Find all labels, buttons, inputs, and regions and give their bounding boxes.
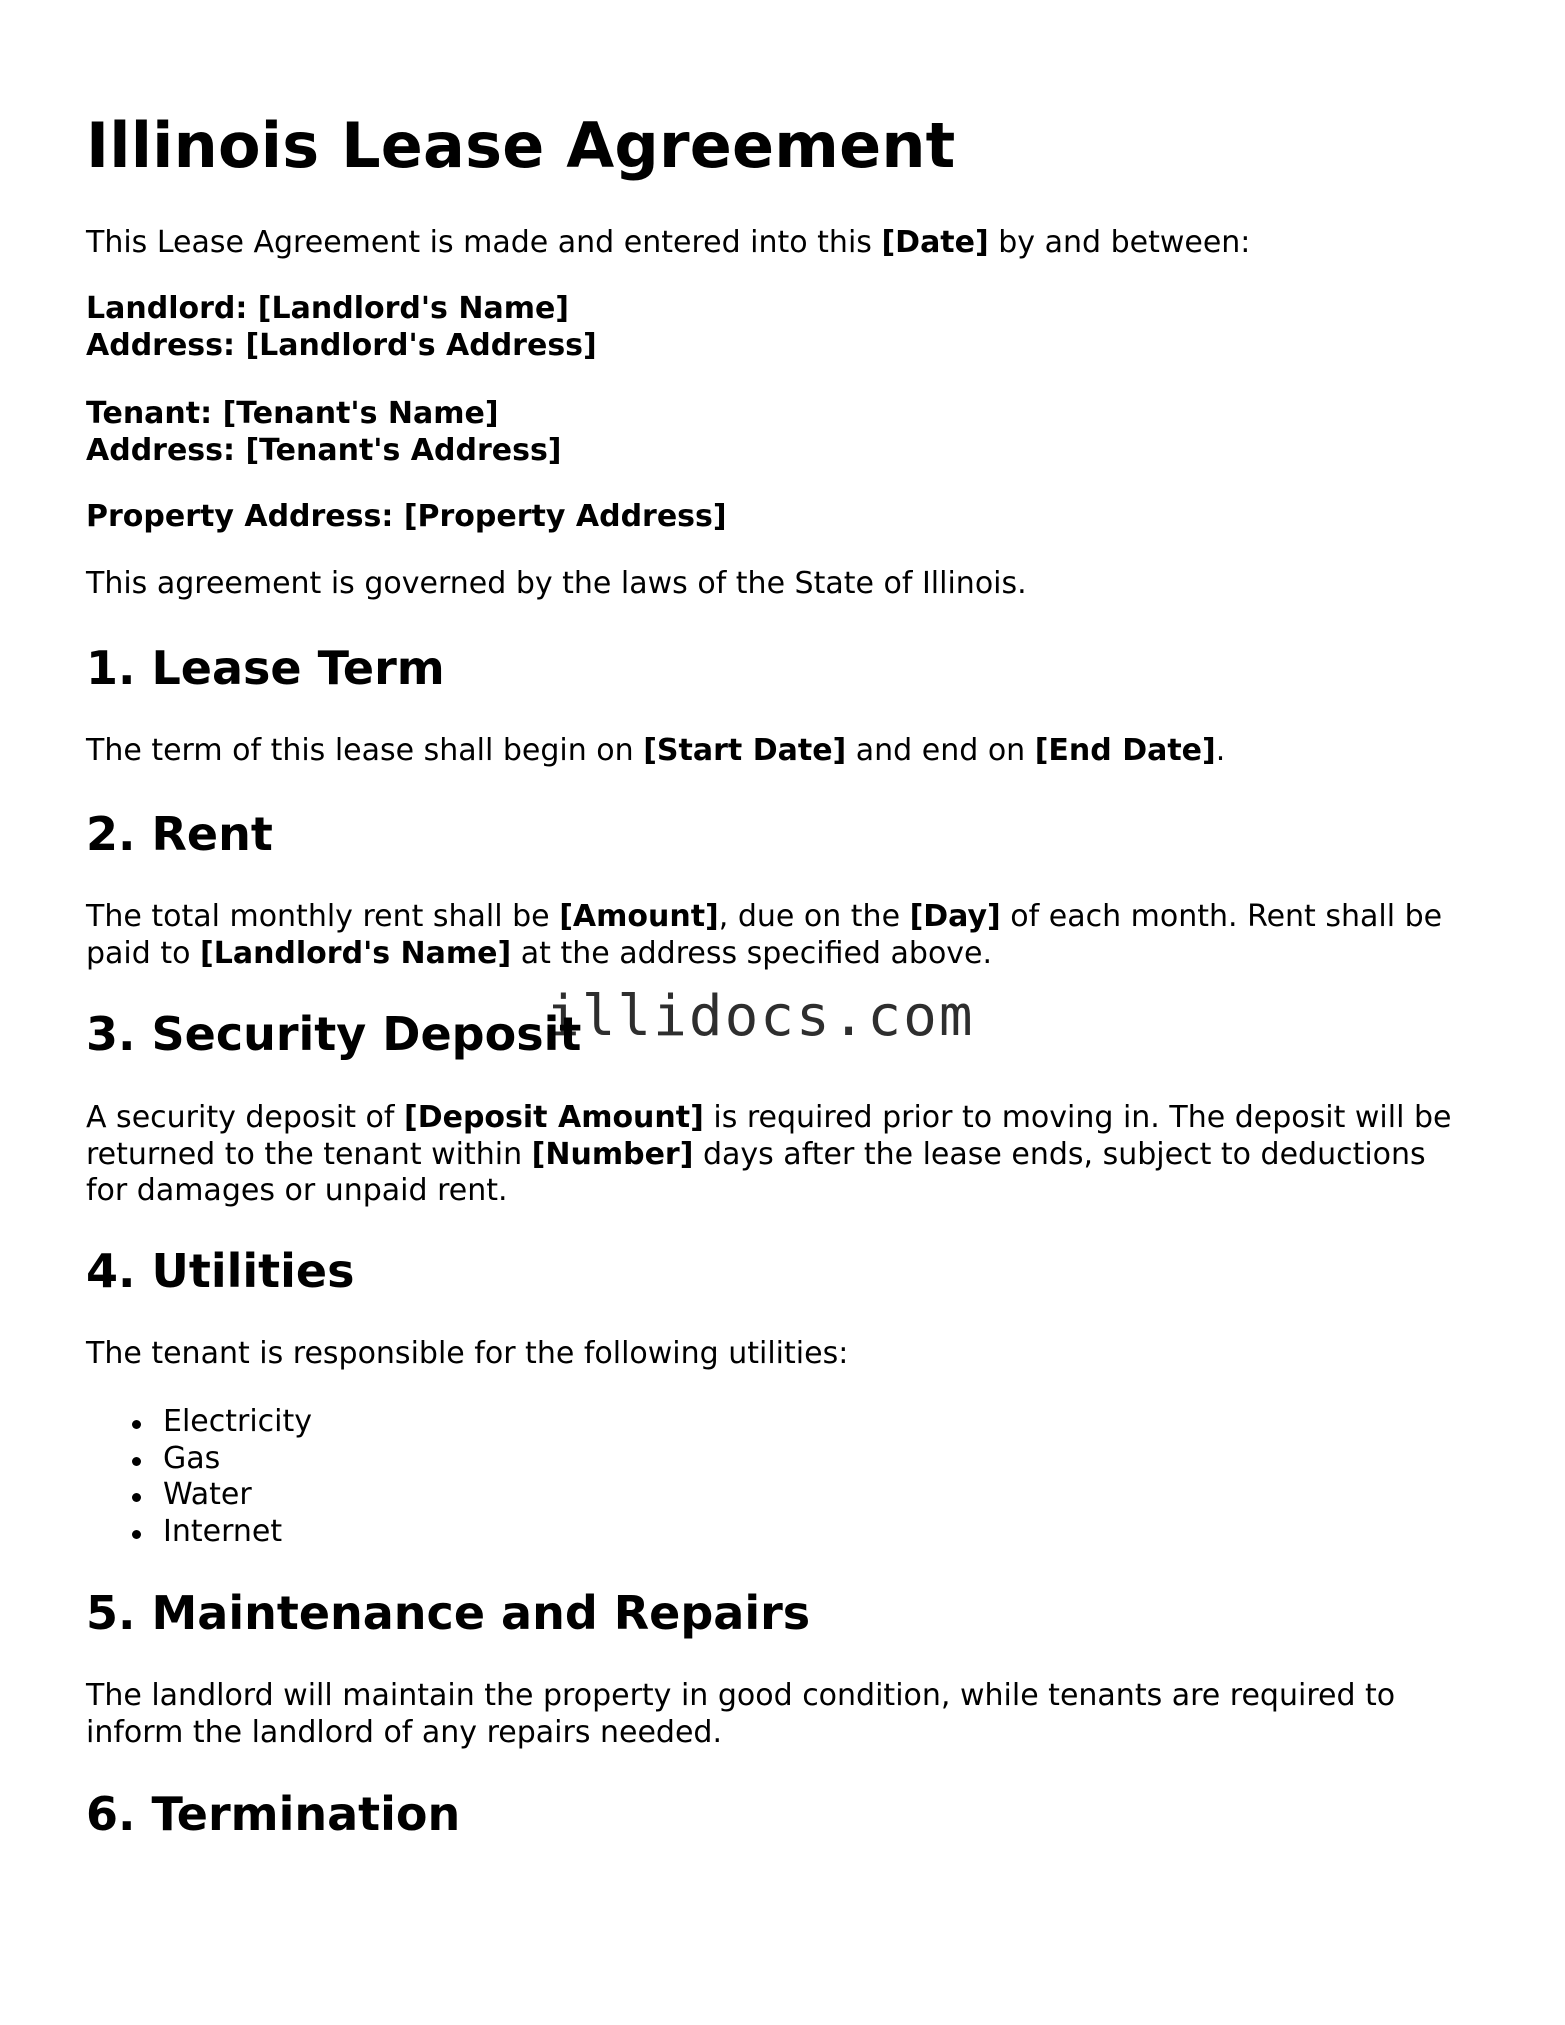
intro-text-pre: This Lease Agreement is made and entered into this: [86, 225, 882, 260]
rent-text-5: at the address specified above.: [511, 935, 993, 971]
maintenance-paragraph: [86, 1678, 1395, 1751]
deposit-paragraph: [86, 1100, 1451, 1210]
deposit-text-1: A security deposit of: [86, 1100, 404, 1135]
property-address-line: [86, 499, 727, 536]
amount-placeholder: [Amount]: [559, 899, 719, 934]
intro-paragraph: [86, 225, 1250, 262]
deposit-text-5: for damages or unpaid rent.: [86, 1173, 508, 1208]
utilities-list: [86, 1404, 312, 1550]
rent-text-4: paid to: [86, 935, 200, 971]
property-address-text: Property Address: [Property Address]: [86, 499, 727, 534]
section-heading-lease-term: 1. Lease Term: [86, 641, 445, 695]
rent-text-1: The total monthly rent shall be: [86, 899, 560, 934]
list-item: Electricity: [86, 1404, 312, 1441]
deposit-text-2: is required prior to moving in. The deposit will be: [703, 1100, 1452, 1135]
watermark-text: illidocs.com: [546, 984, 975, 1049]
document-title: Illinois Lease Agreement: [86, 109, 956, 182]
maintenance-line-2: inform the landlord of any repairs needed.: [86, 1714, 722, 1750]
maintenance-line-1: The landlord will maintain the property in good condition, while tenants are required to: [86, 1678, 1396, 1713]
landlord-block: [86, 291, 597, 364]
deposit-amount-placeholder: [Deposit Amount]: [404, 1100, 704, 1135]
deposit-text-4: days after the lease ends, subject to deductions: [693, 1136, 1426, 1172]
lease-term-text-1: The term of this lease shall begin on: [86, 733, 644, 768]
list-item: Water: [86, 1477, 312, 1514]
governing-law-text: This agreement is governed by the laws of the State of Illinois.: [86, 566, 1027, 601]
tenant-name-line: Tenant: [Tenant's Name]: [86, 396, 499, 431]
date-placeholder: [Date]: [881, 225, 989, 260]
landlord-address-line: Address: [Landlord's Address]: [86, 327, 597, 363]
section-heading-termination: 6. Termination: [86, 1787, 461, 1841]
section-heading-rent: 2. Rent: [86, 807, 273, 861]
tenant-address-line: Address: [Tenant's Address]: [86, 432, 562, 468]
rent-text-3: of each month. Rent shall be: [1000, 899, 1443, 934]
rent-paragraph: [86, 899, 1442, 972]
section-heading-security-deposit: 3. Security Deposit: [86, 1007, 582, 1061]
rent-landlord-placeholder: [Landlord's Name]: [200, 935, 512, 971]
number-placeholder: [Number]: [531, 1136, 694, 1172]
list-item: Internet: [86, 1514, 312, 1551]
section-heading-maintenance: 5. Maintenance and Repairs: [86, 1586, 811, 1640]
section-heading-utilities: 4. Utilities: [86, 1244, 355, 1298]
tenant-block: [86, 396, 562, 469]
end-date-placeholder: [End Date]: [1034, 733, 1216, 768]
list-item: Gas: [86, 1441, 312, 1478]
rent-text-2: , due on the: [718, 899, 910, 934]
deposit-text-3: returned to the tenant within: [86, 1136, 532, 1172]
lease-term-text-2: and end on: [846, 733, 1035, 768]
intro-text-post: by and between:: [988, 225, 1251, 260]
landlord-name-line: Landlord: [Landlord's Name]: [86, 291, 570, 326]
start-date-placeholder: [Start Date]: [643, 733, 847, 768]
utilities-intro: The tenant is responsible for the following utilities:: [86, 1336, 849, 1371]
lease-term-text-3: .: [1215, 733, 1226, 768]
day-placeholder: [Day]: [909, 899, 1001, 934]
lease-term-paragraph: [86, 733, 1225, 770]
